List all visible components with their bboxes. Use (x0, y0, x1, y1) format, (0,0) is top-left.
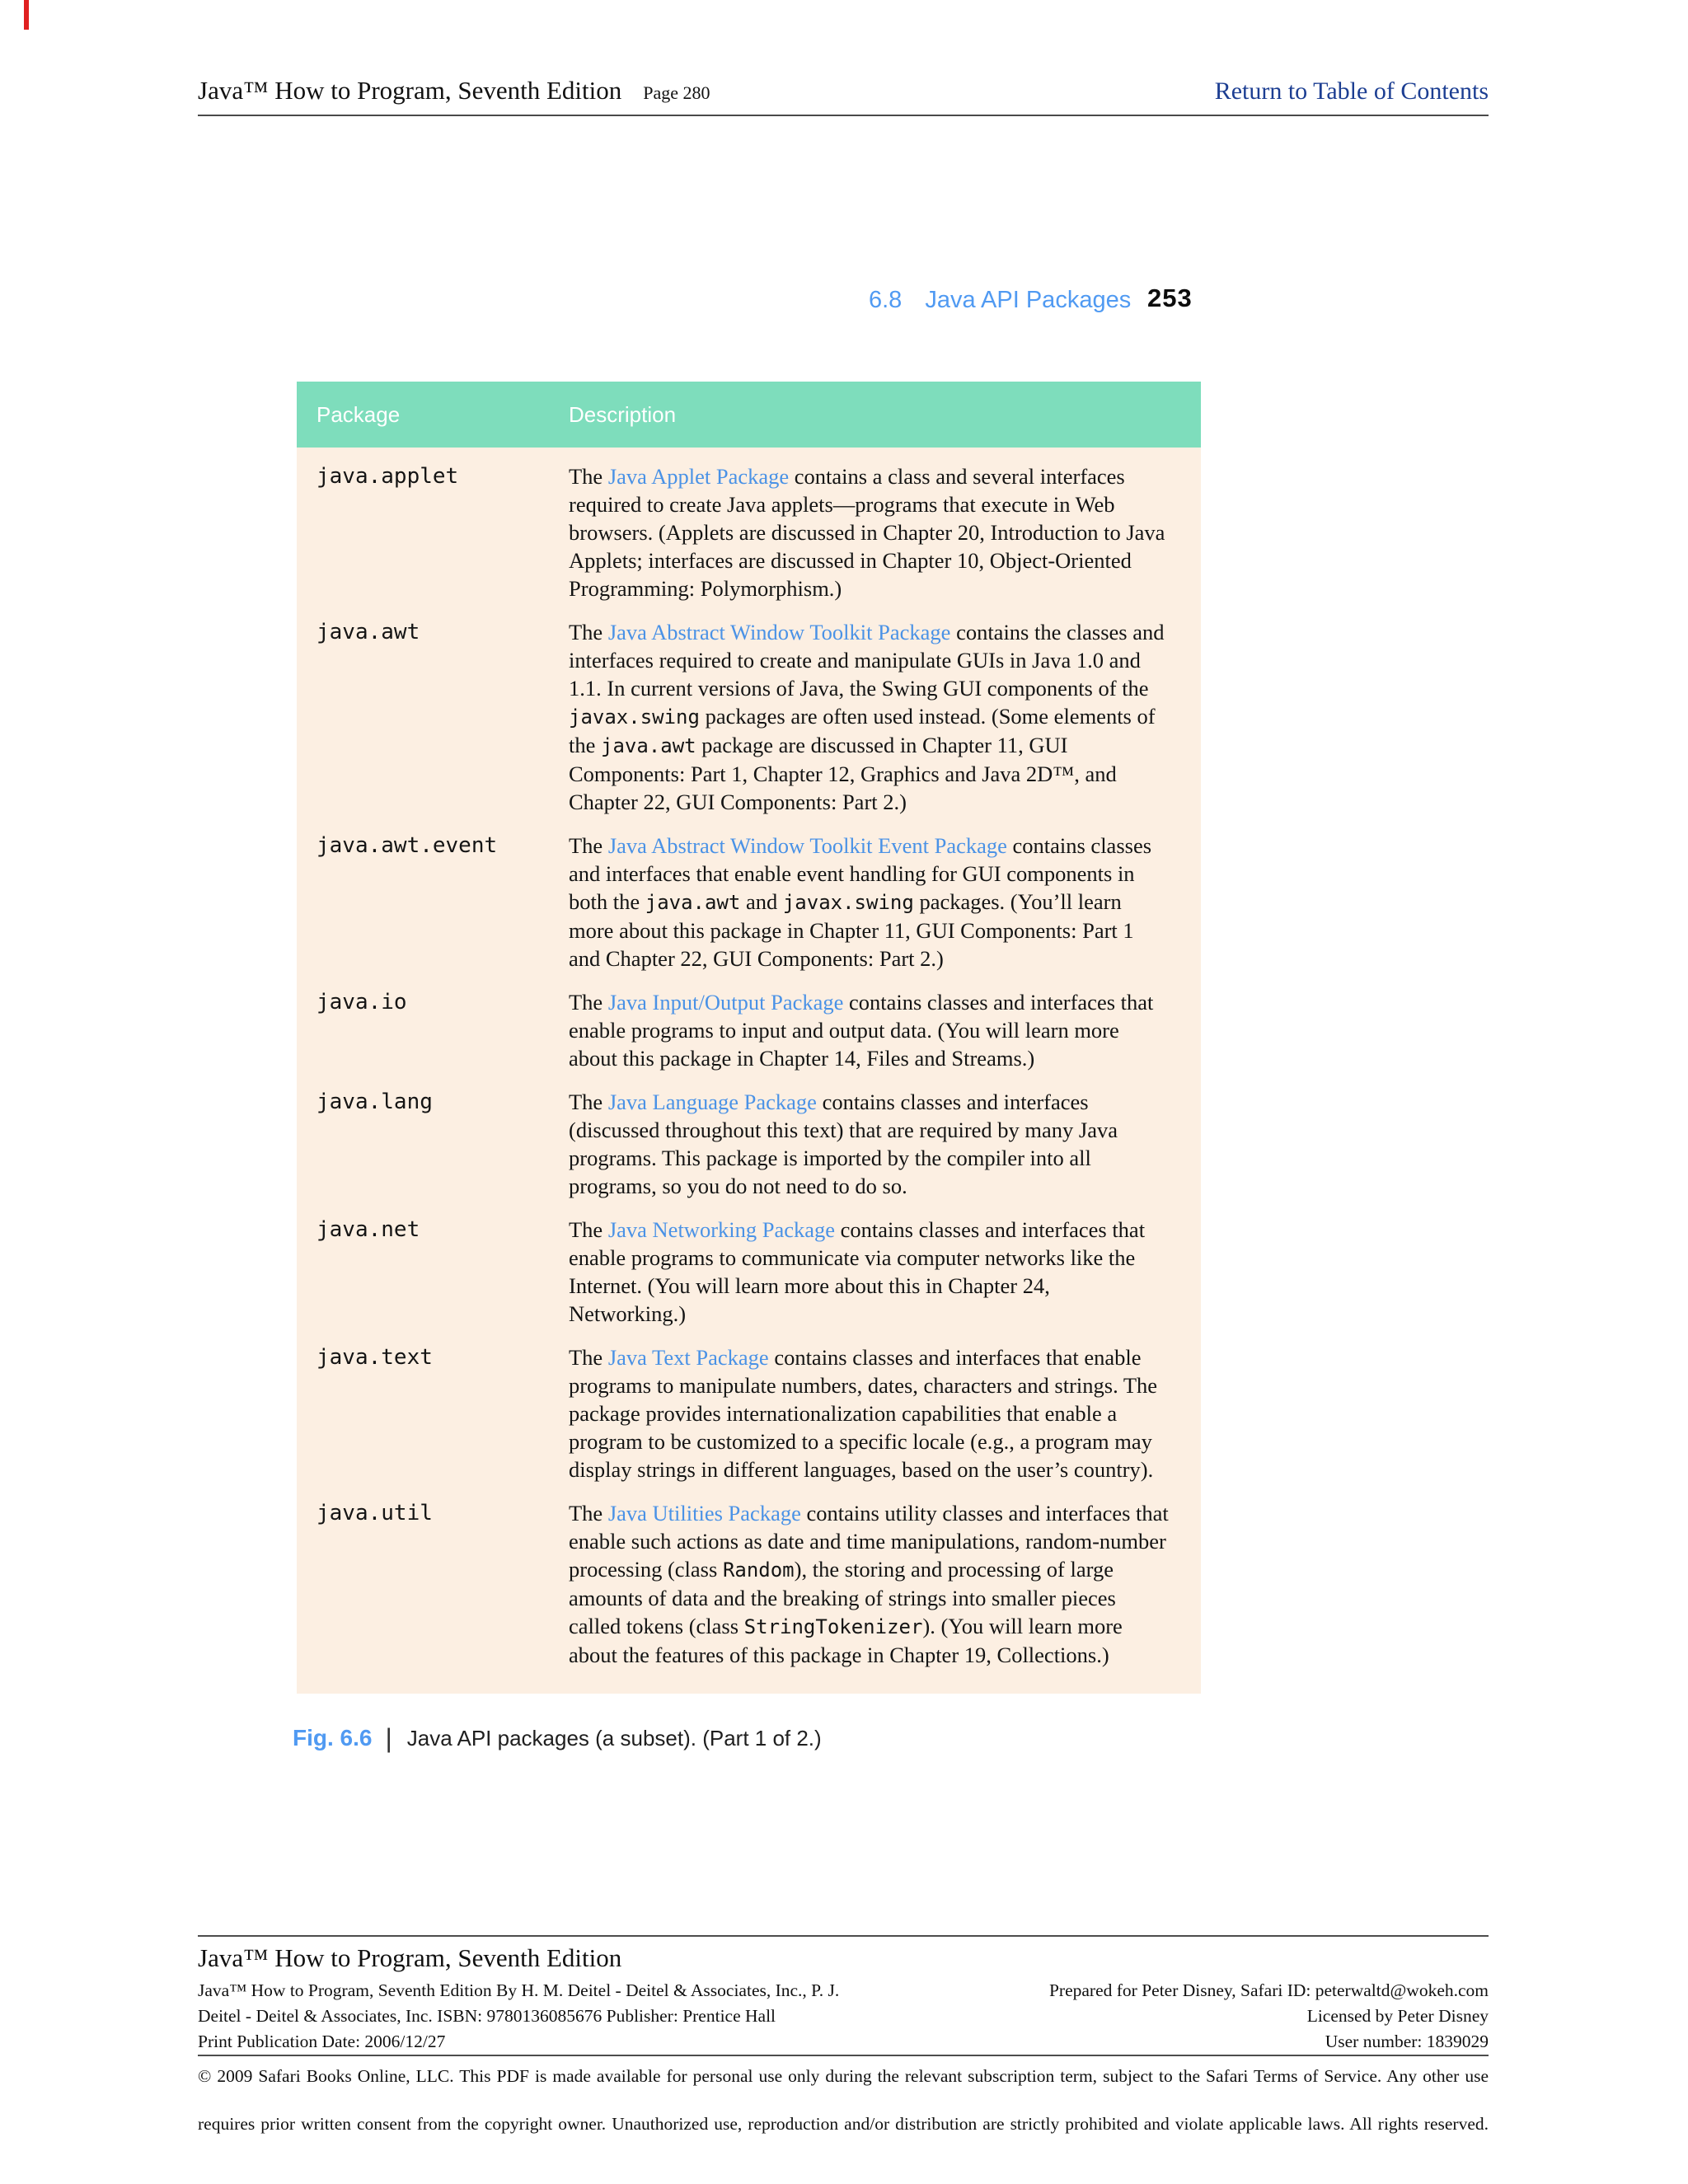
package-name: java.text (316, 1345, 433, 1370)
package-link[interactable]: Java Networking Package (607, 1217, 836, 1242)
package-link[interactable]: Java Applet Package (607, 464, 790, 489)
description-text: contains classes and interfaces that enable event handling for GUI components in both the (569, 833, 1152, 914)
header-left (198, 76, 710, 105)
package-description (569, 1343, 1170, 1483)
footer-license-line: Licensed by Peter Disney (1306, 2006, 1489, 2026)
footer-copyright (198, 2060, 1489, 2160)
inline-code: javax.swing (569, 705, 700, 729)
package-link[interactable]: Java Utilities Package (607, 1501, 801, 1526)
package-description (569, 462, 1170, 602)
package-name: java.net (316, 1217, 420, 1242)
package-name: java.io (316, 990, 407, 1015)
footer-license-info (1049, 1978, 1489, 2055)
description-text: packages. (You’ll learn more about this package in Chapter 11, GUI Components: Part 1 and Chapter 22, GUI Components: Part 2.) (569, 889, 1134, 971)
table-row (297, 1499, 1201, 1669)
description-text: ), the storing and processing of large amounts of data and the breaking of strings into smaller pieces called tokens (class (569, 1557, 1116, 1638)
caption-divider: | (385, 1723, 392, 1753)
description-text: The (569, 464, 608, 489)
header-book-title: Java™ How to Program, Seventh Edition (198, 76, 622, 105)
description-text: packages are often used instead. (Some elements of the (569, 704, 1156, 757)
page-header (198, 76, 1489, 105)
package-link[interactable]: Java Input/Output Package (607, 990, 844, 1015)
table-row (297, 462, 1201, 602)
description-text: The (569, 833, 608, 858)
section-number: 6.8 (869, 287, 903, 313)
footer-info-line: Deitel - Deitel & Associates, Inc. ISBN: 9780136085676 Publisher: Prentice Hall (198, 2006, 776, 2026)
column-header-package: Package (316, 401, 401, 427)
package-name: java.awt.event (316, 833, 498, 858)
footer-info (198, 1978, 1489, 2055)
footer-publication-info (198, 1978, 839, 2055)
description-text: contains the classes and interfaces required to create and manipulate GUIs in Java 1.0 and 1.1. In current versions of Java, the Swing GUI components of the (569, 620, 1165, 701)
description-text: contains classes and interfaces that enable programs to communicate via computer networks like the Internet. (You will learn more about this in Chapter 24, Networking.) (569, 1217, 1146, 1326)
table-body (297, 448, 1201, 1694)
description-text: contains classes and interfaces that enable programs to manipulate numbers, dates, characters and strings. The package provides internationalization capabilities that enable a program to be customized to a specific locale (e.g., a program may display strings in different languages, based on the user’s country). (569, 1345, 1158, 1482)
package-link[interactable]: Java Abstract Window Toolkit Package (607, 620, 951, 644)
description-text: contains classes and interfaces (discussed throughout this text) that are required by many Java programs. This package is imported by the compiler into all programs, so you do not need to do so. (569, 1090, 1118, 1198)
package-description (569, 1216, 1170, 1328)
description-text: The (569, 620, 608, 644)
footer-license-line: Prepared for Peter Disney, Safari ID: peterwaltd@wokeh.com (1048, 1980, 1489, 2000)
description-text: contains utility classes and interfaces that enable such actions as date and time manipulations, random-number processing (class (569, 1501, 1169, 1582)
description-text: The (569, 1217, 608, 1242)
package-name: java.applet (316, 464, 459, 489)
return-to-toc-link[interactable]: Return to Table of Contents (1214, 77, 1489, 105)
inline-code: java.awt (601, 734, 696, 757)
package-name: java.lang (316, 1090, 433, 1114)
footer-divider-bottom (198, 2055, 1489, 2056)
description-text: package are discussed in Chapter 11, GUI Components: Part 1, Chapter 12, Graphics and Java 2D™, and Chapter 22, GUI Components: Part 2.) (569, 733, 1117, 814)
package-description (569, 1499, 1170, 1669)
header-page-label: Page 280 (643, 82, 710, 103)
api-packages-table (297, 382, 1201, 1694)
package-link[interactable]: Java Abstract Window Toolkit Event Package (607, 833, 1007, 858)
package-description (569, 832, 1170, 972)
figure-block (293, 382, 1203, 1752)
header-divider (198, 115, 1489, 116)
figure-caption-text: Java API packages (a subset). (Part 1 of 2.) (406, 1726, 822, 1750)
copyright-line: requires prior written consent from the copyright owner. Unauthorized use, reproduction and/or distribution are strictly prohibited and violate applicable laws. All rights reserved. (198, 2114, 1489, 2134)
table-row (297, 1343, 1201, 1483)
package-description (569, 1088, 1170, 1200)
inline-code: Random (722, 1558, 795, 1582)
footer-license-line: User number: 1839029 (1325, 2032, 1489, 2051)
page-footer (198, 1935, 1489, 2160)
package-name: java.util (316, 1501, 433, 1526)
section-title: Java API Packages (925, 287, 1132, 313)
package-description (569, 618, 1170, 816)
description-text: and (740, 889, 783, 914)
package-link[interactable]: Java Text Package (607, 1345, 769, 1370)
page-number-badge: 253 (1147, 284, 1193, 312)
footer-divider-top (198, 1935, 1489, 1937)
table-row (297, 988, 1201, 1072)
footer-info-line: Java™ How to Program, Seventh Edition By H. M. Deitel - Deitel & Associates, Inc., P. J. (198, 1980, 840, 2000)
section-heading (869, 287, 1131, 314)
package-name: java.awt (316, 620, 420, 644)
table-row (297, 1088, 1201, 1200)
inline-code: javax.swing (782, 891, 914, 914)
package-link[interactable]: Java Language Package (607, 1090, 817, 1114)
table-row (297, 1216, 1201, 1328)
table-row (297, 618, 1201, 816)
description-text: The (569, 1501, 608, 1526)
package-description (569, 988, 1170, 1072)
description-text: The (569, 1345, 608, 1370)
description-text: The (569, 990, 608, 1015)
description-text: The (569, 1090, 608, 1114)
table-header-row (297, 382, 1201, 448)
footer-info-line: Print Publication Date: 2006/12/27 (198, 2032, 446, 2051)
description-text: ). (You will learn more about the features of this package in Chapter 19, Collections.) (569, 1614, 1123, 1667)
description-text: contains a class and several interfaces required to create Java applets—programs that execute in Web browsers. (Applets are discussed in Chapter 20, Introduction to Java Applets; interfaces are discussed in Chapter 10, Object-Oriented Programming: Polymorphism.) (569, 464, 1165, 601)
red-artifact-mark (24, 0, 29, 30)
column-header-description: Description (569, 401, 677, 427)
figure-caption (293, 1722, 1203, 1752)
copyright-line: © 2009 Safari Books Online, LLC. This PDF is made available for personal use only during the relevant subscription term, subject to the Safari Terms of Service. Any other use (198, 2066, 1489, 2086)
description-text: contains classes and interfaces that enable programs to input and output data. (You will learn more about this package in Chapter 14, Files and Streams.) (569, 990, 1154, 1071)
footer-book-title: Java™ How to Program, Seventh Edition (198, 1943, 622, 1972)
figure-label: Fig. 6.6 (293, 1725, 373, 1750)
table-row (297, 832, 1201, 972)
inline-code: java.awt (645, 891, 741, 914)
inline-code: StringTokenizer (743, 1615, 923, 1638)
